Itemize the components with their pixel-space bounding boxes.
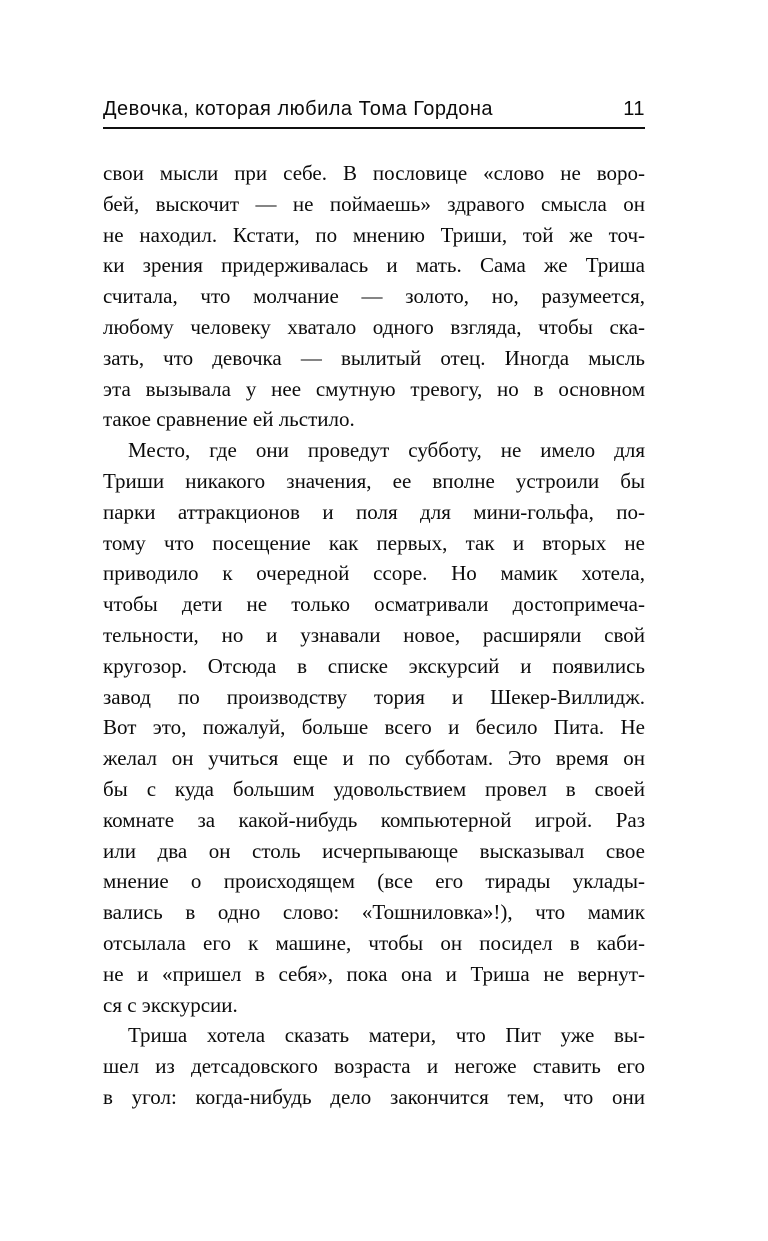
text-line: вались в одно слово: «Тошниловка»!), что мамик: [103, 900, 645, 925]
text-line: приводило к очередной ссоре. Но мамик хотела,: [103, 561, 645, 586]
text-line: бы с куда большим удовольствием провел в своей: [103, 776, 645, 801]
text-line: тельности, но и узнавали новое, расширяли свой: [103, 622, 645, 647]
text-line: считала, что молчание — золото, но, разумеется,: [103, 284, 645, 309]
text-line: завод по производству тория и Шекер-Виллидж.: [103, 684, 645, 709]
text-line: Вот это, пожалуй, больше всего и бесило Пита. Не: [103, 715, 645, 740]
page-body: [103, 158, 645, 1113]
book-title: Девочка, которая любила Тома Гордона: [103, 98, 494, 120]
text-line: парки аттракционов и поля для мини-гольфа, по-: [103, 499, 645, 524]
text-line: не находил. Кстати, по мнению Триши, той же точ-: [103, 222, 645, 247]
text-line: Триши никакого значения, ее вполне устроили бы: [103, 468, 645, 493]
text-line: эта вызывала у нее смутную тревогу, но в основном: [103, 376, 645, 401]
text-line: зать, что девочка — вылитый отец. Иногда мысль: [103, 345, 645, 370]
text-line: ся с экскурсии.: [103, 992, 238, 1017]
text-line: отсылала его к машине, чтобы он посидел в каби-: [103, 930, 645, 955]
text-line: или два он столь исчерпывающе высказывал свое: [103, 838, 645, 863]
text-line: Место, где они проведут субботу, не имело для: [128, 438, 645, 463]
text-line: любому человеку хватало одного взгляда, чтобы ска-: [103, 314, 645, 339]
page-number: 11: [623, 98, 645, 120]
text-line: свои мысли при себе. В пословице «слово не воро-: [103, 161, 645, 185]
text-line: комнате за какой-нибудь компьютерной игрой. Раз: [103, 807, 645, 832]
text-line: тому что посещение как первых, так и вторых не: [103, 530, 645, 555]
text-line: кругозор. Отсюда в списке экскурсий и появились: [103, 653, 645, 678]
running-header: [103, 98, 645, 121]
header-rule: [103, 127, 645, 129]
text-line: такое сравнение ей льстило.: [103, 407, 355, 432]
text-line: шел из детсадовского возраста и негоже ставить его: [103, 1054, 645, 1079]
text-line: не и «пришел в себя», пока она и Триша не вернут-: [103, 961, 645, 986]
text-line: Триша хотела сказать матери, что Пит уже вы-: [128, 1023, 645, 1048]
text-line: в угол: когда-нибудь дело закончится тем, что они: [103, 1084, 645, 1109]
text-line: бей, выскочит — не поймаешь» здравого смысла он: [103, 191, 645, 216]
text-line: чтобы дети не только осматривали достопримеча-: [103, 592, 645, 617]
text-line: мнение о происходящем (все его тирады уклады-: [103, 869, 645, 894]
text-line: ки зрения придерживалась и мать. Сама же Триша: [103, 253, 645, 278]
text-line: желал он учиться еще и по субботам. Это время он: [103, 746, 645, 771]
